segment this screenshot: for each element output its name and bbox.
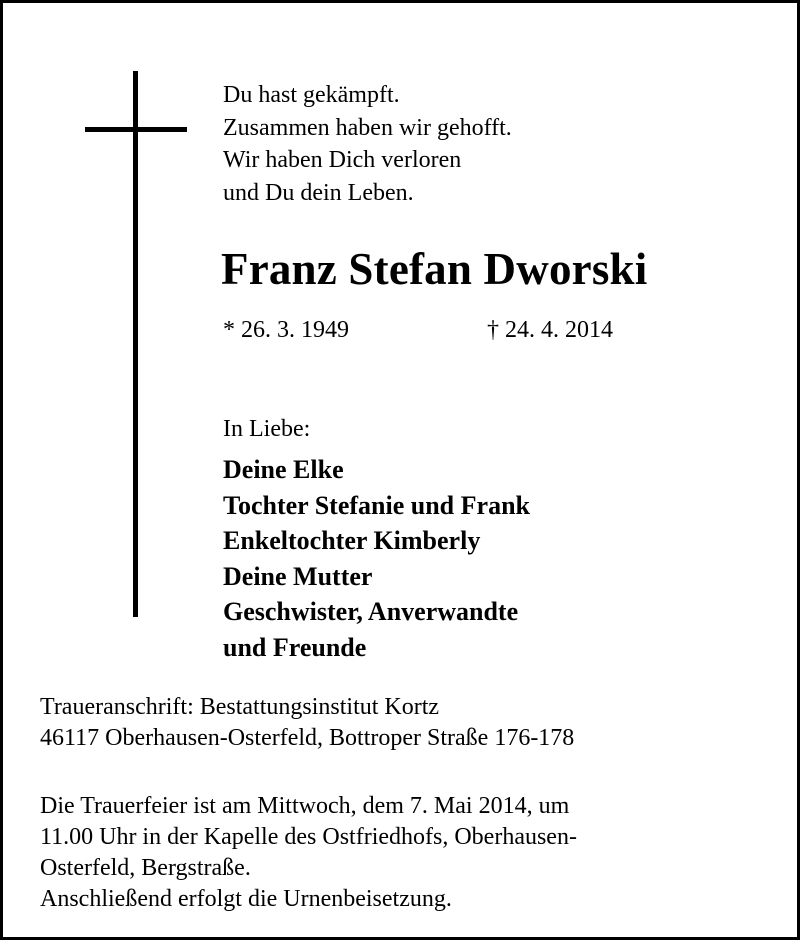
mourners-intro: In Liebe: <box>223 416 311 442</box>
mourner-line: Tochter Stefanie und Frank <box>223 490 530 520</box>
poem-line: Wir haben Dich verloren <box>223 147 462 173</box>
birth-date: * 26. 3. 1949 <box>223 317 349 343</box>
mourning-address <box>40 692 574 754</box>
poem-line: Zusammen haben wir gehofft. <box>223 114 512 141</box>
mourner-line: und Freunde <box>223 632 367 662</box>
funeral-service-info <box>40 791 577 915</box>
service-line: Die Trauerfeier ist am Mittwoch, dem 7. Mai 2014, um <box>40 793 570 819</box>
cross-horizontal-bar <box>85 127 187 132</box>
cross-vertical-bar <box>133 71 138 617</box>
service-line: 11.00 Uhr in der Kapelle des Ostfriedhofs, Oberhausen- <box>40 824 577 850</box>
death-date: † 24. 4. 2014 <box>487 317 613 343</box>
service-line: Anschließend erfolgt die Urnenbeisetzung. <box>40 886 452 912</box>
deceased-name: Franz Stefan Dworski <box>221 244 648 294</box>
address-line: 46117 Oberhausen-Osterfeld, Bottroper Straße 176-178 <box>40 725 575 751</box>
mourner-line: Geschwister, Anverwandte <box>223 597 519 626</box>
mourner-line: Enkeltochter Kimberly <box>223 526 481 555</box>
service-line: Osterfeld, Bergstraße. <box>40 855 251 881</box>
mourner-line: Deine Mutter <box>223 561 373 591</box>
mourner-line: Deine Elke <box>223 455 344 484</box>
mourners-list <box>223 452 530 665</box>
poem-line: und Du dein Leben. <box>223 179 414 206</box>
poem <box>223 79 512 209</box>
address-line: Traueranschrift: Bestattungsinstitut Kortz <box>40 694 440 720</box>
poem-line: Du hast gekämpft. <box>223 82 400 108</box>
